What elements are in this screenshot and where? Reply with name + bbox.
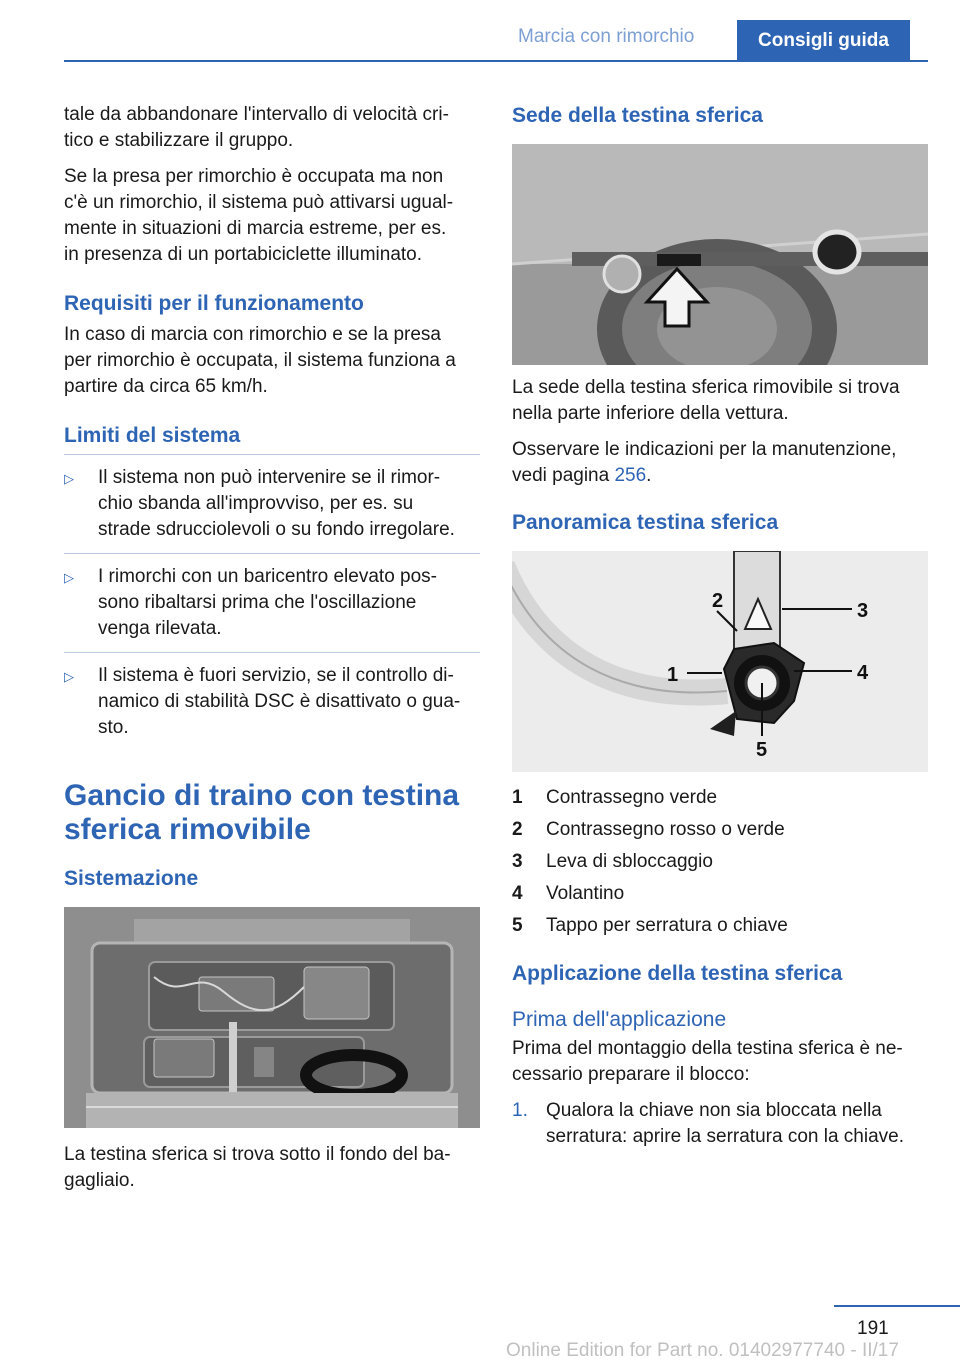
legend-item: 5 Tappo per serratura o chiave <box>512 915 788 936</box>
limit-item: ▷ Il sistema è fuori servizio, se il controllo di- namico di stabilità DSC è disattivato o gua- sto. <box>64 663 480 741</box>
header-section-tab: Marcia con rimorchio <box>518 26 695 47</box>
right-column <box>512 102 928 1150</box>
legend-item: 4 Volantino <box>512 883 625 904</box>
callout-3: 3 <box>857 600 869 622</box>
edition-note: Online Edition for Part no. 01402977740 - II/17 <box>506 1340 899 1361</box>
ball-seat-figure <box>512 144 928 365</box>
before-heading: Prima dell'applicazione <box>512 1008 727 1031</box>
bullet-triangle-icon: ▷ <box>64 471 74 486</box>
legend-item: 1 Contrassegno verde <box>512 787 718 808</box>
bullet-triangle-icon: ▷ <box>64 669 74 684</box>
callout-1: 1 <box>667 664 679 686</box>
intro-paragraph-1: tale da abbandonare l'intervallo di velocità cri- tico e stabilizzare il gruppo. <box>64 104 449 151</box>
overview-heading: Panoramica testina sferica <box>512 511 779 534</box>
ball-overview-illustration <box>512 551 928 772</box>
ball-seat-illustration <box>512 144 928 365</box>
intro-paragraph-2: Se la presa per rimorchio è occupata ma non c'è un rimorchio, il sistema può attivarsi ugual- mente in situazioni di marcia estreme, per es. in presenza di un portabiciclette illuminato. <box>64 166 454 265</box>
requirements-text: In caso di marcia con rimorchio e se la presa per rimorchio è occupata, il sistema funziona a partire da circa 65 km/h. <box>64 324 456 397</box>
limits-divider <box>64 553 480 554</box>
header-rule <box>64 60 928 62</box>
limit-item: ▷ I rimorchi con un baricentro elevato pos- sono ribaltarsi prima che l'oscillazione venga rilevata. <box>64 564 480 642</box>
limit-item: ▷ Il sistema non può intervenire se il rimor- chio sbanda all'improvviso, per es. su strade sdrucciolevoli o su fondo irregolare. <box>64 465 480 543</box>
page-number: 191 <box>857 1318 889 1339</box>
page-reference-link[interactable]: 256 <box>614 465 647 486</box>
limits-divider <box>64 454 480 455</box>
step-item: 1. Qualora la chiave non sia bloccata nella serratura: aprire la serratura con la chiave. <box>512 1100 904 1147</box>
storage-caption: La testina sferica si trova sotto il fondo del ba- gagliaio. <box>64 1144 451 1191</box>
section-title: Gancio di traino con testina sferica rimovibile <box>64 779 460 846</box>
callout-4: 4 <box>857 662 869 684</box>
limits-heading: Limiti del sistema <box>64 424 241 447</box>
seat-paragraph-2: Osservare le indicazioni per la manutenzione, vedi pagina 256. <box>512 439 897 486</box>
apply-heading: Applicazione della testina sferica <box>512 962 843 985</box>
left-column <box>64 102 480 1204</box>
before-text: Prima del montaggio della testina sferica è ne- cessario preparare il blocco: <box>512 1038 903 1085</box>
callout-2: 2 <box>712 590 724 612</box>
legend-item: 3 Leva di sbloccaggio <box>512 851 713 872</box>
bullet-triangle-icon: ▷ <box>64 570 74 585</box>
limits-divider <box>64 652 480 653</box>
trunk-storage-figure <box>64 907 480 1128</box>
footer-rule <box>834 1305 960 1307</box>
trunk-storage-illustration <box>64 907 480 1128</box>
callout-5: 5 <box>756 739 768 761</box>
ball-overview-figure <box>512 551 928 772</box>
legend-item: 2 Contrassegno rosso o verde <box>512 819 785 840</box>
header-chapter-tab: Consigli guida <box>737 20 910 62</box>
seat-heading: Sede della testina sferica <box>512 104 763 127</box>
overview-legend <box>512 782 928 942</box>
storage-heading: Sistemazione <box>64 867 199 890</box>
requirements-heading: Requisiti per il funzionamento <box>64 292 364 315</box>
seat-paragraph-1: La sede della testina sferica rimovibile si trova nella parte inferiore della vettura. <box>512 377 900 424</box>
